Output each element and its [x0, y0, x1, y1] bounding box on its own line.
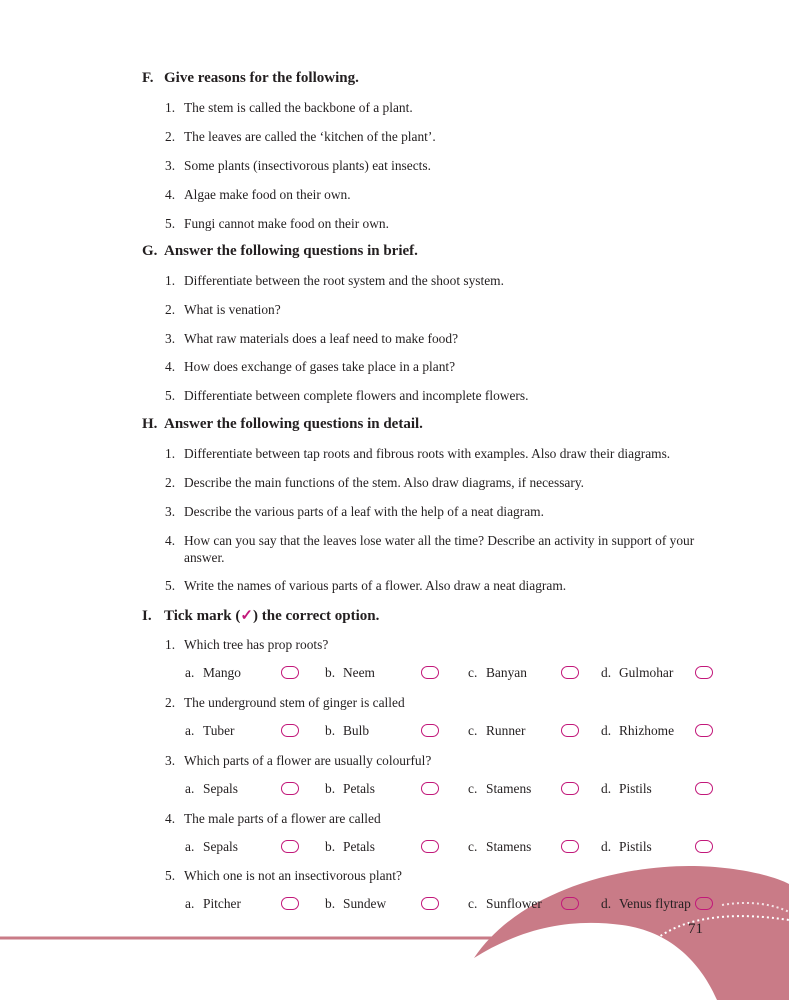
option-letter: b. — [325, 896, 336, 911]
question-text: Which tree has prop roots? — [184, 637, 329, 652]
section-g-heading — [142, 243, 418, 260]
option-d — [601, 723, 674, 739]
section-letter: H. — [142, 416, 158, 432]
question-text: Which parts of a flower are usually colourful? — [184, 753, 432, 768]
section-title-post: ) the correct option. — [252, 608, 380, 624]
option-letter: a. — [185, 665, 195, 680]
section-f-heading — [142, 70, 359, 87]
question-item — [165, 474, 715, 491]
option-text: Banyan — [486, 665, 527, 680]
section-h-heading — [142, 416, 423, 433]
option-d — [601, 896, 691, 912]
option-text: Petals — [343, 781, 375, 796]
mcq-question — [165, 636, 715, 653]
question-number: 1. — [165, 100, 176, 115]
question-text: Which one is not an insectivorous plant? — [184, 868, 402, 883]
section-title: Give reasons for the following. — [164, 70, 359, 86]
question-text: How can you say that the leaves lose water all the time? Describe an activity in support of your — [184, 533, 695, 548]
question-item — [165, 532, 715, 566]
answer-oval-a[interactable] — [281, 840, 299, 853]
question-number: 5. — [165, 868, 176, 883]
question-text: Differentiate between tap roots and fibrous roots with examples. Also draw their diagrams. — [184, 446, 671, 461]
option-d — [601, 665, 673, 681]
question-item — [165, 445, 715, 462]
question-number: 4. — [165, 187, 176, 202]
answer-oval-a[interactable] — [281, 666, 299, 679]
option-a — [185, 839, 238, 855]
option-text: Sepals — [203, 839, 238, 854]
option-text: Rhizhome — [619, 723, 675, 738]
question-item — [165, 301, 715, 318]
option-text: Bulb — [343, 723, 370, 738]
option-letter: c. — [468, 665, 478, 680]
question-number: 2. — [165, 129, 176, 144]
options-row — [185, 665, 715, 683]
option-text: Sunflower — [486, 896, 542, 911]
question-text: How does exchange of gases take place in a plant? — [184, 359, 456, 374]
answer-oval-a[interactable] — [281, 782, 299, 795]
question-number: 4. — [165, 359, 176, 374]
option-letter: a. — [185, 839, 195, 854]
answer-oval-b[interactable] — [421, 724, 439, 737]
option-text: Petals — [343, 839, 375, 854]
section-title-pre: Tick mark ( — [164, 608, 241, 624]
answer-oval-b[interactable] — [421, 782, 439, 795]
mcq-question — [165, 867, 715, 884]
option-letter: c. — [468, 839, 478, 854]
corner-band — [474, 866, 789, 1000]
question-text: The male parts of a flower are called — [184, 811, 381, 826]
option-letter: d. — [601, 896, 612, 911]
option-b — [325, 839, 375, 855]
option-letter: c. — [468, 723, 478, 738]
option-letter: d. — [601, 781, 612, 796]
option-text: Venus flytrap — [619, 896, 691, 911]
mcq-question — [165, 810, 715, 827]
mcq-question — [165, 752, 715, 769]
option-c — [468, 781, 531, 797]
section-title: Answer the following questions in brief. — [164, 243, 418, 259]
section-title: Answer the following questions in detail. — [164, 416, 423, 432]
option-a — [185, 665, 241, 681]
answer-oval-b[interactable] — [421, 897, 439, 910]
question-number: 2. — [165, 475, 176, 490]
mcq-question — [165, 694, 715, 711]
question-text: Differentiate between the root system and the shoot system. — [184, 273, 504, 288]
option-text: Neem — [343, 665, 375, 680]
question-text: What is venation? — [184, 302, 281, 317]
option-letter: b. — [325, 781, 336, 796]
question-number: 5. — [165, 388, 176, 403]
question-item — [165, 330, 715, 347]
question-number: 1. — [165, 446, 176, 461]
option-text: Mango — [203, 665, 241, 680]
option-b — [325, 781, 375, 797]
option-d — [601, 781, 652, 797]
question-text: Fungi cannot make food on their own. — [184, 216, 389, 231]
answer-oval-a[interactable] — [281, 897, 299, 910]
question-item — [165, 215, 715, 232]
option-d — [601, 839, 652, 855]
option-a — [185, 896, 241, 912]
options-row — [185, 781, 715, 799]
answer-oval-c[interactable] — [561, 782, 579, 795]
question-number: 2. — [165, 302, 176, 317]
question-number: 3. — [165, 331, 176, 346]
question-text: Describe the various parts of a leaf with the help of a neat diagram. — [184, 504, 544, 519]
question-item — [165, 387, 715, 404]
answer-oval-c[interactable] — [561, 897, 579, 910]
option-text: Pistils — [619, 781, 652, 796]
option-c — [468, 723, 525, 739]
option-letter: a. — [185, 723, 195, 738]
option-b — [325, 723, 369, 739]
option-letter: b. — [325, 839, 336, 854]
option-text: Tuber — [203, 723, 235, 738]
question-number: 4. — [165, 811, 176, 826]
question-text: The underground stem of ginger is called — [184, 695, 405, 710]
question-number: 1. — [165, 637, 176, 652]
option-text: Gulmohar — [619, 665, 674, 680]
question-text: Differentiate between complete flowers and incomplete flowers. — [184, 388, 529, 403]
option-letter: b. — [325, 665, 336, 680]
question-number: 3. — [165, 753, 176, 768]
question-item — [165, 358, 715, 375]
question-item — [165, 503, 715, 520]
option-letter: a. — [185, 781, 195, 796]
option-letter: c. — [468, 896, 478, 911]
question-number: 5. — [165, 216, 176, 231]
option-letter: d. — [601, 723, 612, 738]
question-number: 2. — [165, 695, 176, 710]
option-text: Stamens — [486, 781, 532, 796]
question-text: The stem is called the backbone of a plant. — [184, 100, 413, 115]
question-text: Algae make food on their own. — [184, 187, 351, 202]
question-number: 5. — [165, 578, 176, 593]
option-text: Sundew — [343, 896, 387, 911]
page-number: 71 — [688, 921, 703, 937]
answer-oval-d[interactable] — [695, 897, 713, 910]
answer-oval-c[interactable] — [561, 724, 579, 737]
option-c — [468, 896, 542, 912]
option-letter: c. — [468, 781, 478, 796]
answer-oval-b[interactable] — [421, 666, 439, 679]
option-text: Pistils — [619, 839, 652, 854]
option-c — [468, 665, 527, 681]
option-c — [468, 839, 531, 855]
section-letter: G. — [142, 243, 158, 259]
question-text: What raw materials does a leaf need to make food? — [184, 331, 459, 346]
answer-oval-c[interactable] — [561, 840, 579, 853]
question-item — [165, 99, 715, 116]
option-a — [185, 781, 238, 797]
option-letter: a. — [185, 896, 195, 911]
answer-oval-b[interactable] — [421, 840, 439, 853]
question-number: 3. — [165, 158, 176, 173]
answer-oval-c[interactable] — [561, 666, 579, 679]
question-item — [165, 577, 715, 594]
option-letter: d. — [601, 665, 612, 680]
answer-oval-d[interactable] — [695, 840, 713, 853]
question-number: 1. — [165, 273, 176, 288]
option-text: Pitcher — [203, 896, 241, 911]
question-item — [165, 272, 715, 289]
option-text: Stamens — [486, 839, 532, 854]
answer-oval-a[interactable] — [281, 724, 299, 737]
section-letter: I. — [142, 608, 152, 624]
question-number: 4. — [165, 533, 176, 548]
answer-oval-d[interactable] — [695, 782, 713, 795]
tick-mark-icon: ✓ — [240, 608, 253, 624]
options-row — [185, 896, 715, 914]
section-i-heading — [142, 606, 379, 625]
option-letter: d. — [601, 839, 612, 854]
option-b — [325, 896, 386, 912]
options-row — [185, 839, 715, 857]
question-item — [165, 128, 715, 145]
option-letter: b. — [325, 723, 336, 738]
question-text: Write the names of various parts of a flower. Also draw a neat diagram. — [184, 578, 567, 593]
question-text: Describe the main functions of the stem. Also draw diagrams, if necessary. — [184, 475, 584, 490]
question-text: The leaves are called the ‘kitchen of the plant’. — [184, 129, 436, 144]
options-row — [185, 723, 715, 741]
answer-oval-d[interactable] — [695, 724, 713, 737]
question-item — [165, 157, 715, 174]
option-b — [325, 665, 375, 681]
question-number: 3. — [165, 504, 176, 519]
section-letter: F. — [142, 70, 154, 86]
question-item — [165, 186, 715, 203]
option-text: Sepals — [203, 781, 238, 796]
answer-oval-d[interactable] — [695, 666, 713, 679]
option-a — [185, 723, 235, 739]
question-text-continued: answer. — [184, 550, 225, 565]
option-text: Runner — [486, 723, 526, 738]
question-text: Some plants (insectivorous plants) eat insects. — [184, 158, 431, 173]
